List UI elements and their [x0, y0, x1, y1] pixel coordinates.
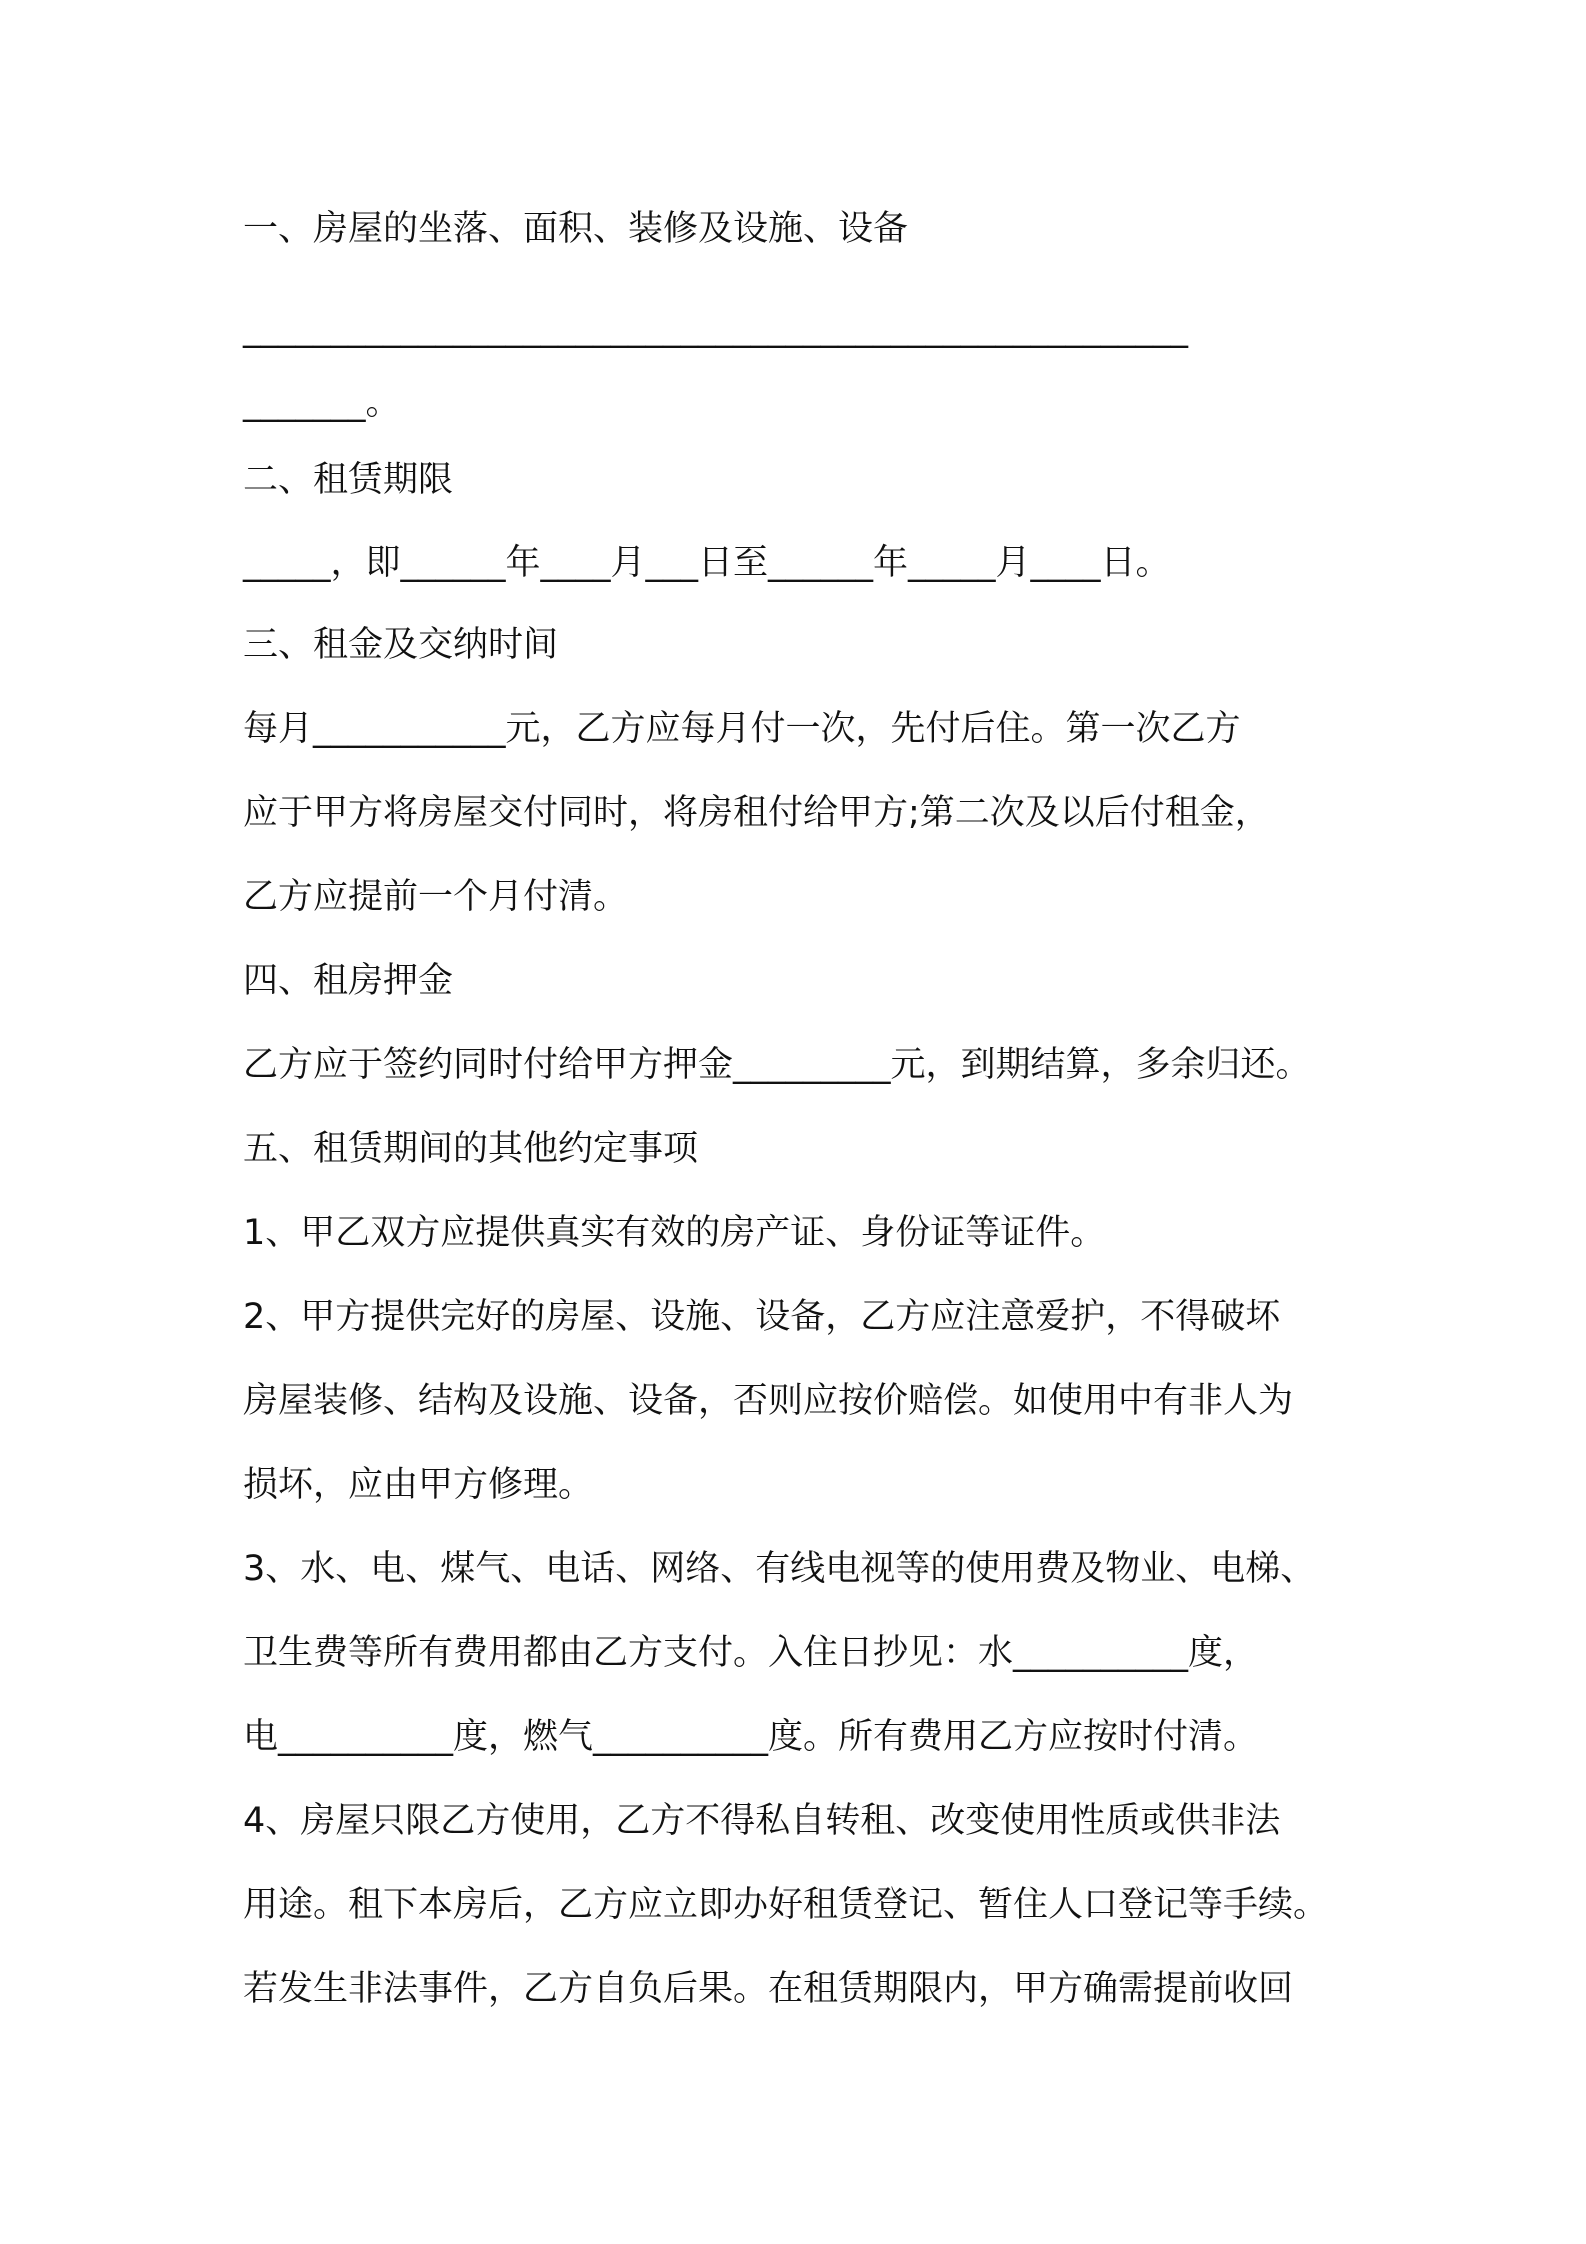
- paragraph-line: 3、水、电、煤气、电话、网络、有线电视等的使用费及物业、电梯、: [243, 1549, 1316, 1589]
- paragraph-line: 应于甲方将房屋交付同时，将房租付给甲方;第二次及以后付租金，: [243, 793, 1270, 833]
- paragraph-line: 每月___________元，乙方应每月付一次，先付后住。第一次乙方: [243, 709, 1241, 749]
- deposit-line: 乙方应于签约同时付给甲方押金_________元，到期结算，多余归还。: [243, 1045, 1311, 1085]
- paragraph-line: 1、甲乙双方应提供真实有效的房产证、身份证等证件。: [243, 1213, 1106, 1253]
- blank-line: _______。: [243, 383, 401, 423]
- lease-term-line: _____，即______年____月___日至______年_____月____日。: [243, 543, 1171, 583]
- paragraph-line: 乙方应提前一个月付清。: [243, 877, 629, 917]
- paragraph-line: 卫生费等所有费用都由乙方支付。入住日抄见：水__________度，: [243, 1633, 1259, 1673]
- paragraph-line: 房屋装修、结构及设施、设备，否则应按价赔偿。如使用中有非人为: [243, 1381, 1294, 1421]
- section-5-heading: 五、租赁期间的其他约定事项: [243, 1129, 699, 1169]
- paragraph-line: 电__________度，燃气__________度。所有费用乙方应按时付清。: [243, 1717, 1259, 1757]
- section-1-heading: 一、房屋的坐落、面积、装修及设施、设备: [243, 209, 909, 249]
- section-3-heading: 三、租金及交纳时间: [243, 625, 559, 665]
- paragraph-line: 用途。租下本房后，乙方应立即办好租赁登记、暂住人口登记等手续。: [243, 1885, 1329, 1925]
- paragraph-line: 2、甲方提供完好的房屋、设施、设备，乙方应注意爱护，不得破坏: [243, 1297, 1281, 1337]
- paragraph-line: 4、房屋只限乙方使用，乙方不得私自转租、改变使用性质或供非法: [243, 1801, 1281, 1841]
- paragraph-line: 若发生非法事件，乙方自负后果。在租赁期限内，甲方确需提前收回: [243, 1969, 1294, 2009]
- section-2-heading: 二、租赁期限: [243, 460, 454, 500]
- blank-line: ______________________________________________________: [243, 309, 1188, 349]
- paragraph-line: 损坏，应由甲方修理。: [243, 1465, 594, 1505]
- section-4-heading: 四、租房押金: [243, 961, 454, 1001]
